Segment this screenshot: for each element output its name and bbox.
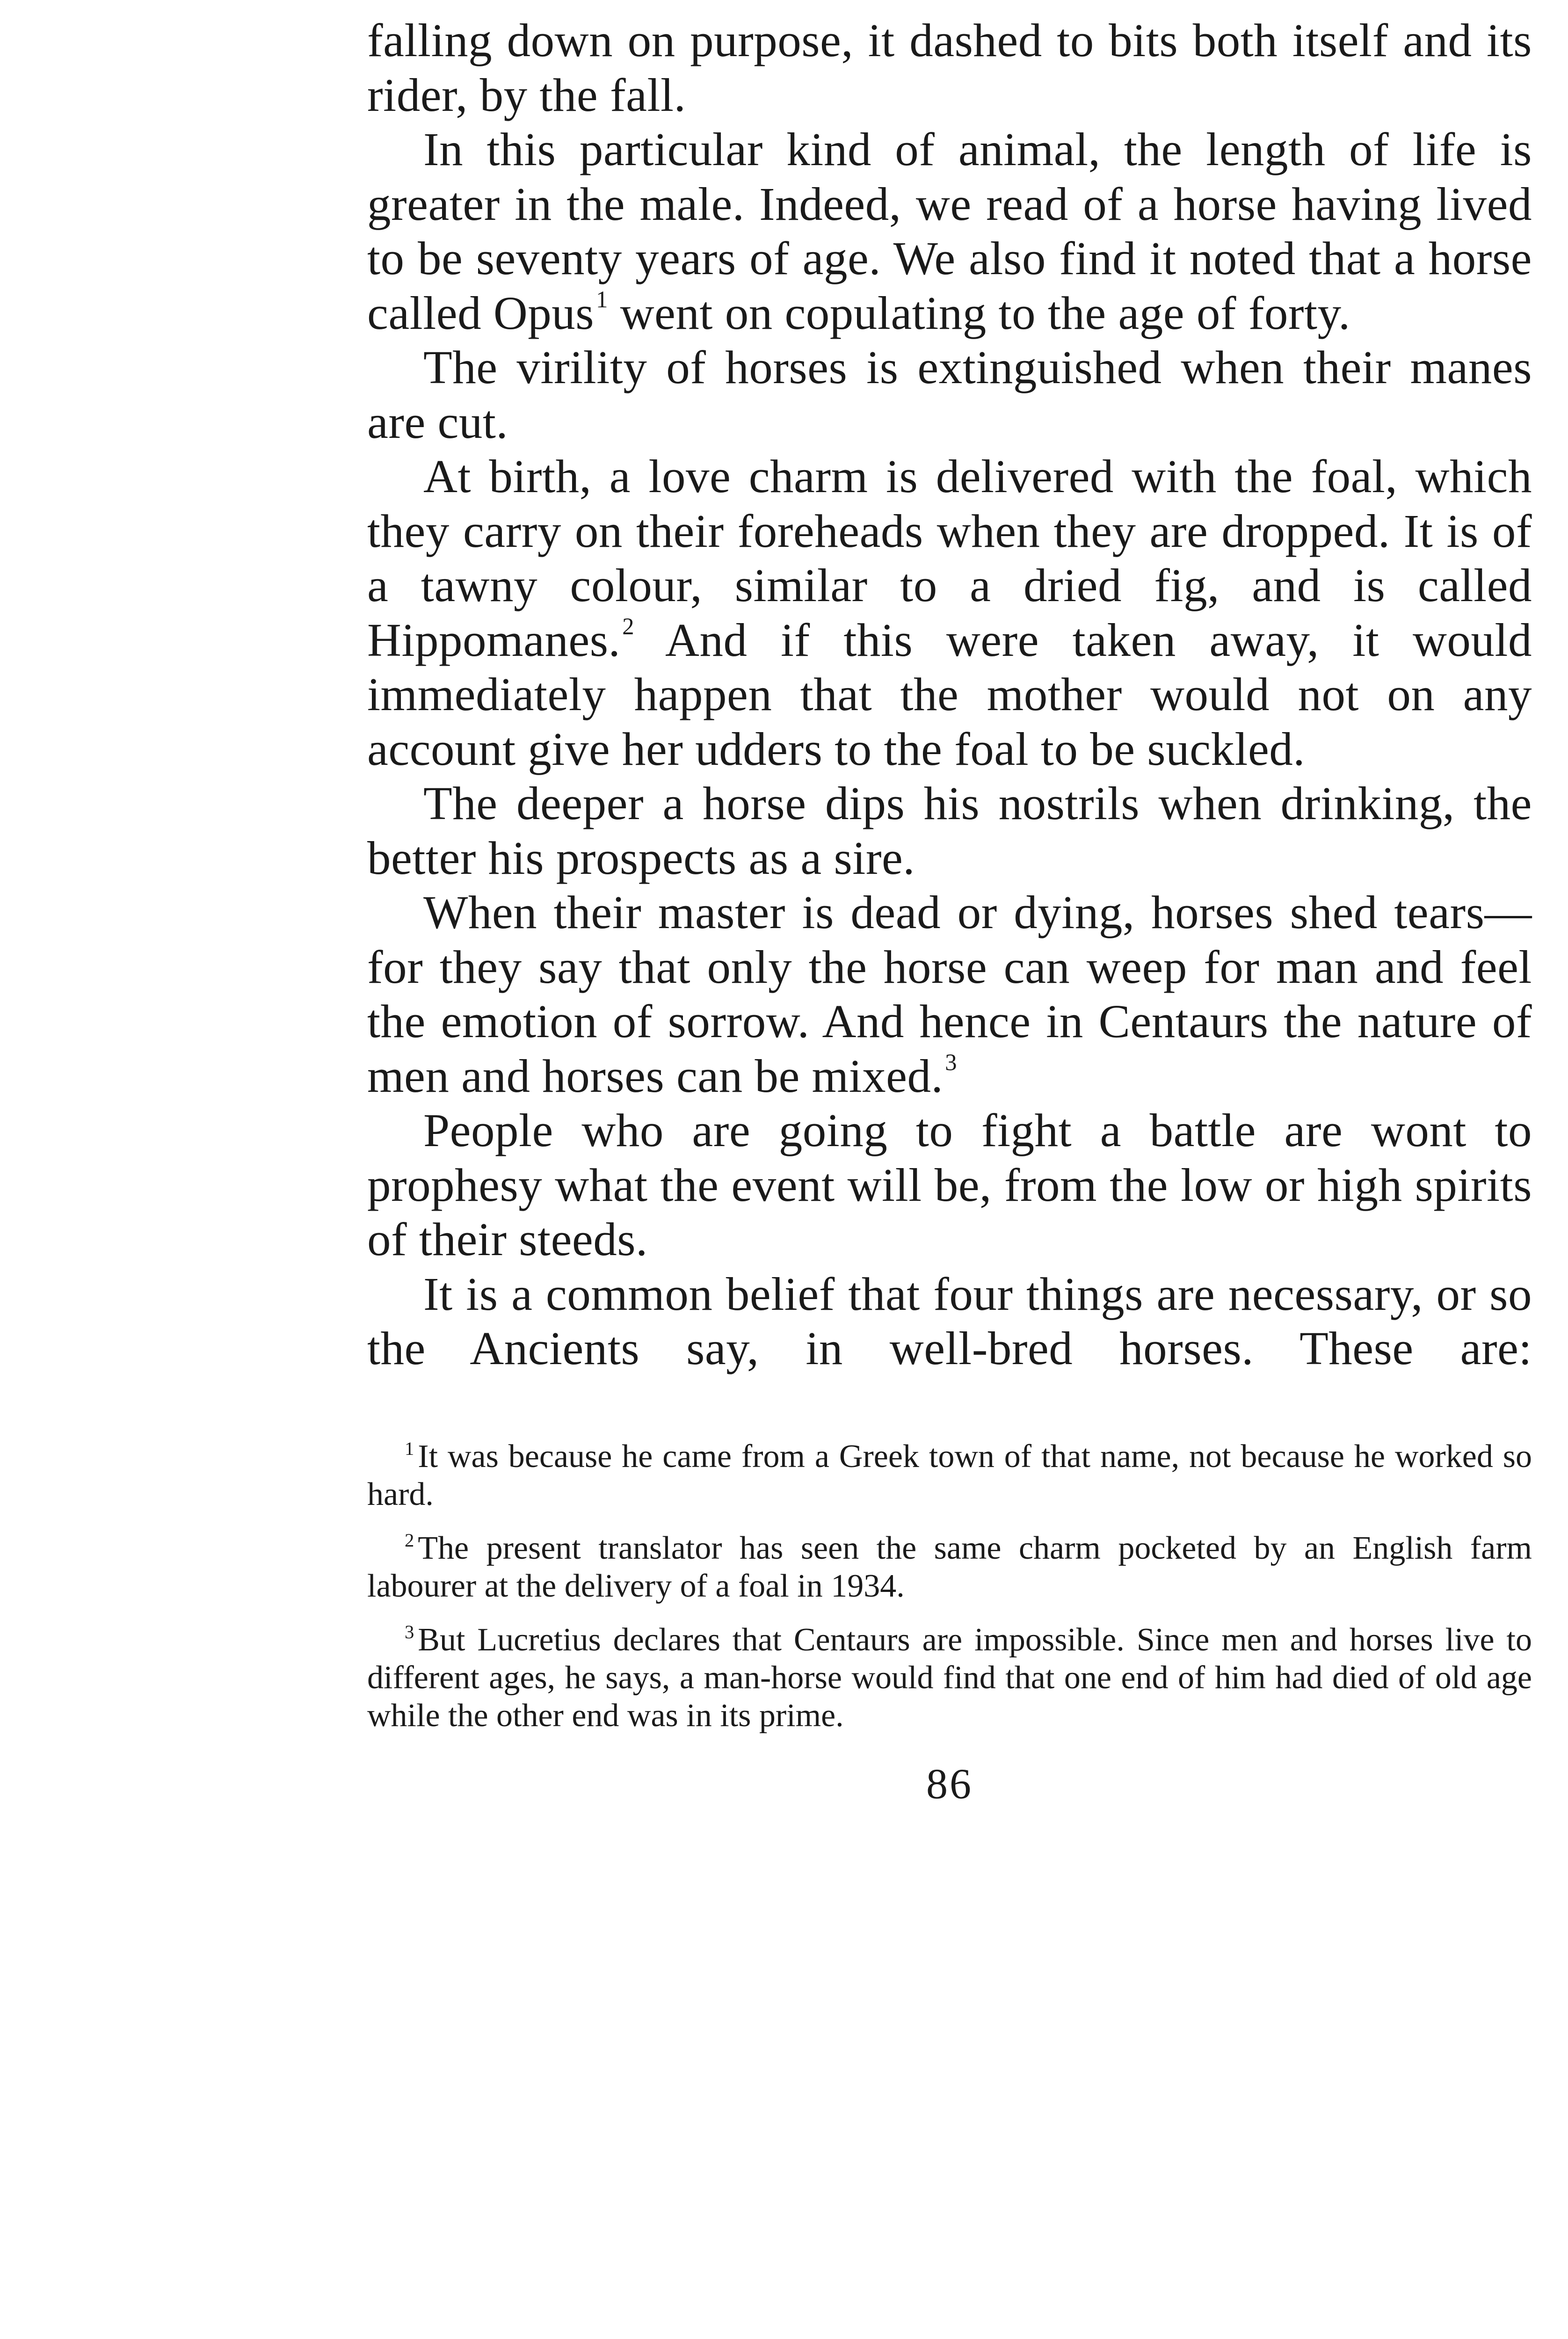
body-text (367, 13, 1532, 1376)
paragraph-text: The virility of horses is extinguished when their manes are cut. (367, 341, 1532, 448)
footnote-marker: 2 (405, 1530, 414, 1551)
footnote-reference-3: 3 (945, 1049, 957, 1076)
footnote-3 (367, 1621, 1532, 1735)
footnote-marker: 3 (405, 1621, 414, 1643)
paragraph-text: When their master is dead or dying, horses shed tears—for they say that only the horse can weep for man and feel the emotion of sorrow. And hence in Centaurs the nature of men and horses can be mixed. (367, 886, 1532, 1102)
paragraph-four-things (367, 1267, 1532, 1376)
paragraph-virility (367, 340, 1532, 449)
paragraph-text-after-reference: went on copulating to the age of forty. (608, 286, 1350, 339)
paragraph-length-of-life (367, 122, 1532, 340)
paragraph-nostrils (367, 776, 1532, 885)
footnote-1 (367, 1438, 1532, 1513)
paragraph-continued-fall (367, 13, 1532, 122)
footnotes (367, 1438, 1532, 1735)
paragraph-horses-weep (367, 885, 1532, 1103)
paragraph-text: At birth, a love charm is delivered with the foal, which they carry on their foreheads when they are dropped. It is of a tawny colour, similar to a dried fig, and is called Hippomanes. (367, 450, 1532, 666)
footnote-reference-1: 1 (596, 286, 608, 313)
paragraph-text-after-reference: And if this were taken away, it would immediately happen that the mother would not on any account give her udders to the foal to be suckled. (367, 613, 1532, 775)
footnote-reference-2: 2 (622, 613, 635, 640)
paragraph-text: The deeper a horse dips his nostrils when drinking, the better his prospects as a sire. (367, 777, 1532, 884)
paragraph-text: falling down on purpose, it dashed to bits both itself and its rider, by the fall. (367, 14, 1532, 121)
paragraph-battle-prophecy (367, 1103, 1532, 1267)
footnote-text: But Lucretius declares that Centaurs are impossible. Since men and horses live to different ages, he says, a man-horse would find that one end of him had died of old age while the other end was in its prime. (367, 1621, 1532, 1734)
paragraph-text: It is a common belief that four things are necessary, or so the Ancients say, in well-bred horses. These are: (367, 1267, 1532, 1374)
page-number: 86 (926, 1759, 973, 1808)
text-column (367, 13, 1532, 1809)
footnote-marker: 1 (405, 1438, 414, 1460)
paragraph-text: In this particular kind of animal, the length of life is greater in the male. Indeed, we read of a horse having lived to be seventy years of age. We also find it noted that a horse called Opus (367, 123, 1532, 339)
footnote-2 (367, 1529, 1532, 1605)
footnote-text: It was because he came from a Greek town of that name, not because he worked so hard. (367, 1438, 1532, 1512)
paragraph-text: People who are going to fight a battle are wont to prophesy what the event will be, from the low or high spirits of their steeds. (367, 1104, 1532, 1265)
paragraph-love-charm (367, 449, 1532, 776)
footnote-text: The present translator has seen the same charm pocketed by an English farm labourer at the delivery of a foal in 1934. (367, 1530, 1532, 1604)
